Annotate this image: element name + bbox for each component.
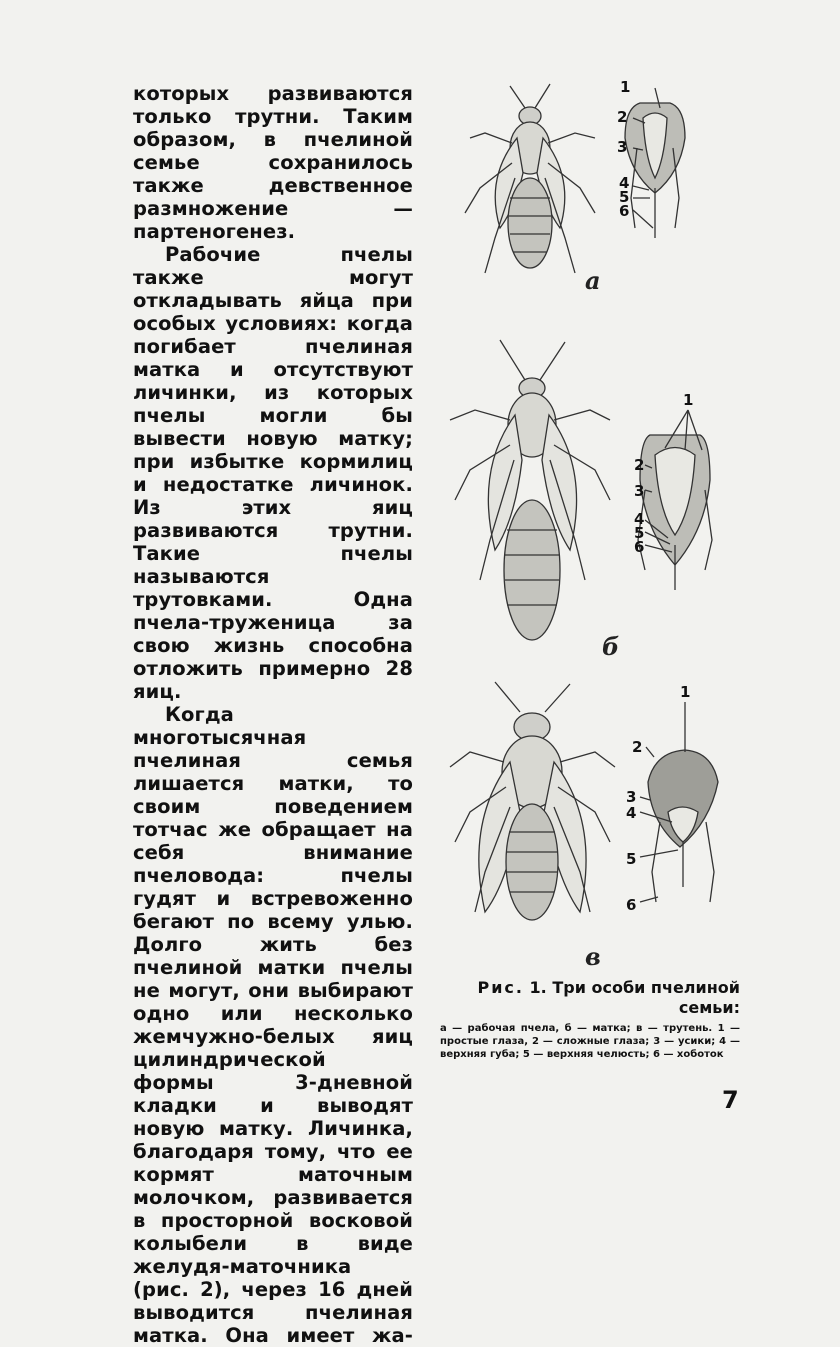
figure-letter-a: а <box>585 266 601 295</box>
label-5: 5 <box>626 850 637 868</box>
label-2: 2 <box>632 738 643 756</box>
label-2: 2 <box>617 108 628 126</box>
paragraph-1: которых развиваются только трутни. Таким образом, в пчелиной семье сохранилось также девственное размножение — партеногенез. <box>133 82 413 243</box>
label-3: 3 <box>634 482 645 500</box>
label-6: 6 <box>619 202 630 220</box>
label-4: 4 <box>619 174 630 192</box>
figure-worker-bee <box>455 78 710 293</box>
figure-drone-bee <box>440 672 740 972</box>
caption-number: 1. <box>529 978 547 997</box>
figure-letter-c: в <box>585 942 601 971</box>
worker-bee-illustration <box>455 78 710 293</box>
label-5: 5 <box>634 524 645 542</box>
label-1: 1 <box>620 78 631 96</box>
drone-bee-illustration <box>440 672 740 972</box>
label-4: 4 <box>626 804 637 822</box>
label-5: 5 <box>619 188 630 206</box>
label-6: 6 <box>626 896 637 914</box>
queen-bee-illustration <box>440 320 740 660</box>
caption-lead: Рис. <box>477 978 524 997</box>
figure-caption <box>440 978 740 1061</box>
paragraph-2: Рабочие пчелы также могут откладывать яйца при особых условиях: когда погибает пчелиная матка и отсутствуют личинки, из которых пчелы могли бы вывести новую матку; при избытке кормилиц и недостатке личинок. Из этих яиц развиваются трутни. Такие пчелы называются трутовками. Одна пчела-труженица за свою жизнь способна отложить примерно 28 яиц. <box>133 243 413 703</box>
page-number: 7 <box>722 1086 739 1114</box>
label-3: 3 <box>617 138 628 156</box>
caption-title <box>440 978 740 1018</box>
caption-title-text: Три особи пчелиной семьи: <box>552 978 740 1017</box>
text-column <box>133 82 413 1347</box>
label-4: 4 <box>634 510 645 528</box>
label-1: 1 <box>683 391 694 409</box>
label-1: 1 <box>680 683 691 701</box>
label-3: 3 <box>626 788 637 806</box>
caption-legend: а — рабочая пчела, б — матка; в — трутень. 1 — простые глаза, 2 — сложные глаза; 3 — усики; 4 — верхняя губа; 5 — верхняя челюсть; 6 — хоботок <box>440 1023 740 1060</box>
label-2: 2 <box>634 456 645 474</box>
paragraph-3: Когда многотысячная пчелиная семья лишается матки, то своим поведением тотчас же обращает на себя внимание пчеловода: пчелы гудят и встревоженно бегают по всему улью. Долго жить без пчелиной матки пчелы не могут, они выбирают одно или несколько жемчужно-белых яиц цилиндрической формы 3-дневной кладки и выводят новую матку. Личинка, благодаря тому, что ее кормят маточным молочком, развивается в просторной восковой колыбели в виде желудя-маточника (рис. 2), через 16 дней выводится пчелиная матка. Она имеет жа- <box>133 703 413 1347</box>
figure-queen-bee <box>440 320 740 660</box>
label-6: 6 <box>634 538 645 556</box>
figure-letter-b: б <box>602 632 620 661</box>
